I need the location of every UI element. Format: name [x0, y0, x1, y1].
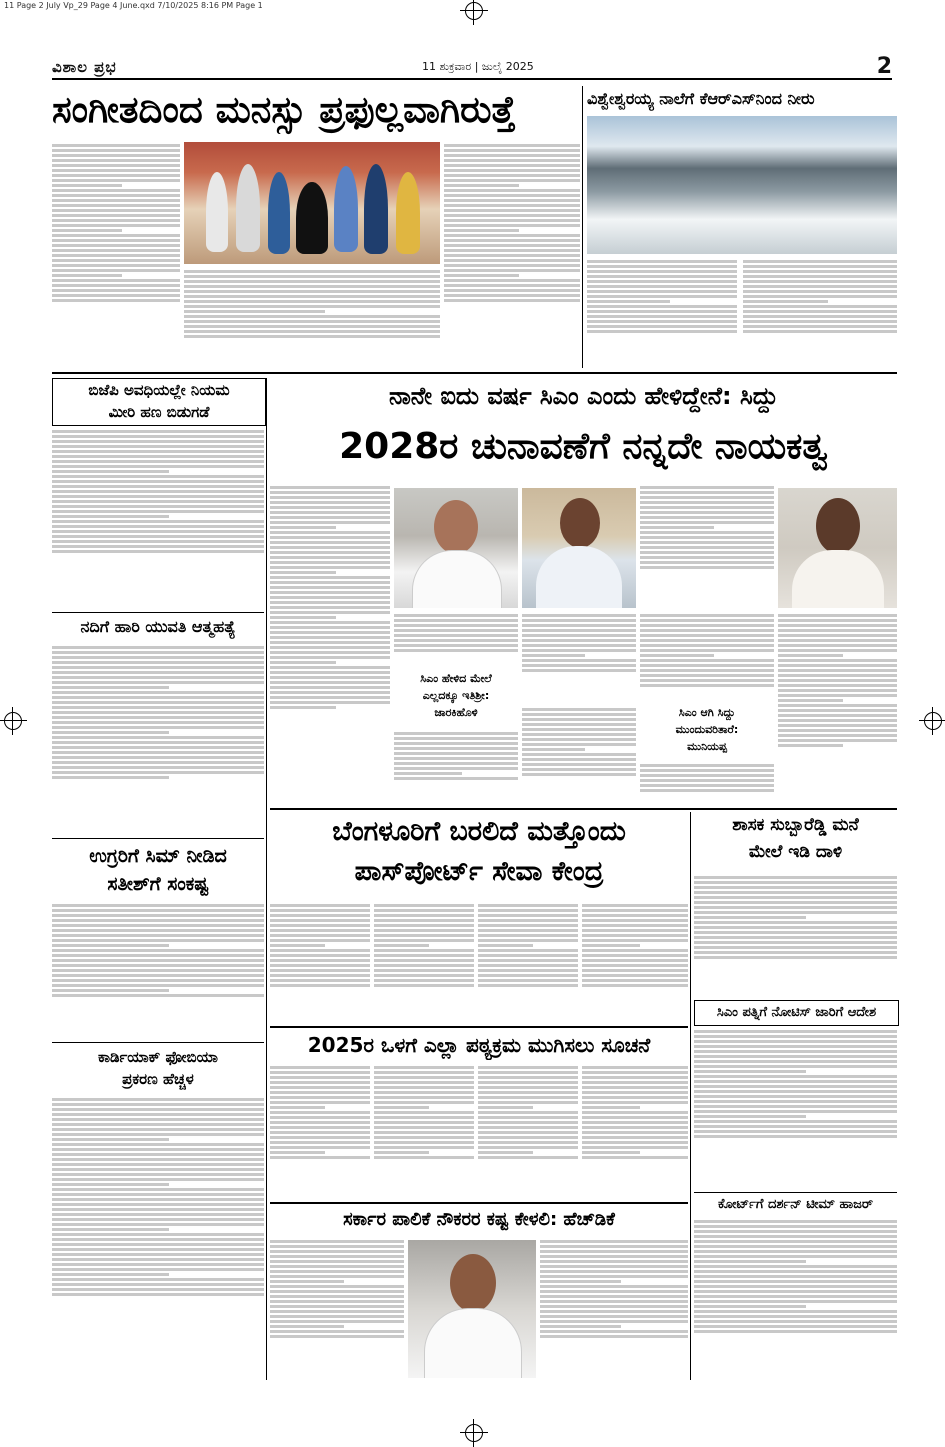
sim-headline-block — [52, 842, 264, 900]
jarkiholi-subhead — [394, 670, 518, 726]
satish-jarkiholi-photo — [522, 488, 636, 608]
siddu-body-col3b — [522, 706, 636, 804]
syllabus-headline: 2025ರ ಒಳಗೆ ಎಲ್ಲಾ ಪಠ್ಯಕ್ರಮ ಮುಗಿಸಲು ಸೂಚನೆ — [307, 1033, 651, 1057]
mla-body — [694, 874, 897, 996]
passport-headline-block — [270, 812, 688, 898]
sim-headline-line1: ಉಗ್ರರಿಗೆ ಸಿಮ್ ನೀಡಿದ — [89, 845, 227, 867]
dateline: 11 ಶುಕ್ರವಾರ | ಜುಲೈ 2025 — [422, 60, 534, 73]
crop-mark-icon — [4, 712, 22, 730]
passport-body-col2 — [374, 902, 474, 1022]
siddu-kicker: ನಾನೇ ಐದು ವರ್ಷ ಸಿಎಂ ಎಂದು ಹೇಳಿದ್ದೇನೆ: ಸಿದ್ದು — [388, 382, 779, 410]
music-body-col1 — [52, 142, 180, 367]
muniyappa-subhead-line1: ಸಿಎಂ ಆಗಿ ಸಿದ್ದು — [678, 706, 736, 719]
newspaper-logo: ವಿಶಾಲ ಪ್ರಭ — [52, 58, 117, 76]
cardiac-body — [52, 1096, 264, 1378]
siddu-headline: 2028ರ ಚುನಾವಣೆಗೆ ನನ್ನದೇ ನಾಯಕತ್ವ — [339, 426, 828, 467]
crop-mark-icon — [924, 712, 942, 730]
bjp-headline-box — [52, 378, 266, 426]
passport-headline-line2: ಪಾಸ್‌ಪೋರ್ಟ್ ಸೇವಾ ಕೇಂದ್ರ — [354, 856, 604, 887]
krs-headline: ವಿಶ್ವೇಶ್ವರಯ್ಯ ನಾಲೆಗೆ ಕೆಆರ್‌ಎಸ್‌ನಿಂದ ನೀರು — [587, 89, 815, 108]
muniyappa-photo — [778, 488, 897, 608]
cm-notice-body — [694, 1028, 897, 1188]
music-event-photo — [184, 142, 440, 264]
siddu-body-col4-top — [640, 484, 774, 604]
cardiac-headline-line1: ಕಾರ್ಡಿಯಾಕ್ ಫೋಬಿಯಾ — [98, 1048, 218, 1066]
music-body-col2 — [184, 268, 440, 367]
siddu-body-col2 — [394, 612, 518, 668]
crop-mark-icon — [465, 1424, 483, 1442]
krs-body-col1 — [587, 258, 737, 368]
passport-body-col1 — [270, 902, 370, 1022]
sim-body — [52, 902, 264, 1038]
river-body — [52, 644, 264, 834]
bjp-headline-line2: ಮೀರಿ ಹಣ ಬಿಡುಗಡೆ — [108, 403, 210, 421]
print-slug: 11 Page 2 July Vp_29 Page 4 June.qxd 7/10/2025 8:16 PM Page 1 — [4, 1, 263, 10]
music-headline: ಸಂಗೀತದಿಂದ ಮನಸ್ಸು ಪ್ರಫುಲ್ಲವಾಗಿರುತ್ತೆ — [52, 88, 516, 131]
cardiac-headline-line2: ಪ್ರಕರಣ ಹೆಚ್ಚಳ — [122, 1070, 194, 1088]
siddu-body-col1 — [270, 484, 390, 804]
cm-notice-headline-box — [694, 1000, 899, 1026]
siddu-body-col4b — [640, 762, 774, 804]
jarkiholi-subhead-line3: ಜಾರಕಿಹೊಳಿ — [434, 706, 478, 719]
passport-body-col4 — [582, 902, 688, 1022]
syllabus-body-col1 — [270, 1064, 370, 1198]
krs-dam-photo — [587, 116, 897, 254]
syllabus-body-col2 — [374, 1064, 474, 1198]
bjp-headline-line1: ಬಿಜೆಪಿ ಅವಧಿಯಲ್ಲೇ ನಿಯಮ — [88, 381, 230, 399]
sim-headline-line2: ಸತೀಶ್‌ಗೆ ಸಂಕಷ್ಟ — [107, 873, 209, 895]
passport-headline-line1: ಬೆಂಗಳೂರಿಗೆ ಬರಲಿದೆ ಮತ್ತೊಂದು — [332, 816, 626, 847]
darshan-headline: ಕೋರ್ಟ್‌ಗೆ ದರ್ಶನ್ ಟೀಮ್ ಹಾಜರ್ — [718, 1197, 873, 1212]
hdk-body-col2 — [540, 1238, 688, 1378]
river-headline: ನದಿಗೆ ಹಾರಿ ಯುವತಿ ಆತ್ಮಹತ್ಯೆ — [80, 617, 236, 636]
passport-body-col3 — [478, 902, 578, 1022]
page-number: 2 — [876, 54, 892, 79]
music-body-col3 — [444, 142, 580, 367]
siddu-body-col2b — [394, 730, 518, 804]
syllabus-body-col3 — [478, 1064, 578, 1198]
bjp-body — [52, 428, 264, 608]
siddaramaiah-photo — [394, 488, 518, 608]
muniyappa-subhead-line2: ಮುಂದುವರಿತಾರೆ: — [675, 723, 739, 736]
muniyappa-subhead — [640, 704, 774, 760]
siddu-body-col5 — [778, 612, 897, 804]
krs-body-col2 — [743, 258, 897, 368]
jarkiholi-subhead-line1: ಸಿಎಂ ಹೇಳಿದ ಮೇಲೆ — [420, 672, 492, 685]
hdk-headline: ಸರ್ಕಾರ ಪಾಲಿಕೆ ನೌಕರರ ಕಷ್ಟ ಕೇಳಲಿ: ಹೆಚ್‌ಡಿಕೆ — [343, 1209, 615, 1230]
darshan-body — [694, 1218, 897, 1380]
kumaraswamy-photo — [408, 1240, 536, 1378]
hdk-body-col1 — [270, 1238, 404, 1378]
crop-mark-icon — [465, 2, 483, 20]
syllabus-body-col4 — [582, 1064, 688, 1198]
jarkiholi-subhead-line2: ಎಲ್ಲದಕ್ಕೂ ಇತಿಶ್ರೀ: — [422, 689, 490, 702]
siddu-body-col3 — [522, 612, 636, 702]
cm-notice-headline: ಸಿಎಂ ಪತ್ನಿಗೆ ನೋಟಿಸ್ ಜಾರಿಗೆ ಆದೇಶ — [716, 1005, 877, 1020]
masthead — [52, 54, 892, 80]
muniyappa-subhead-line3: ಮುನಿಯಪ್ಪ — [687, 740, 727, 753]
cardiac-headline-block — [52, 1046, 264, 1094]
mla-headline-line2: ಮೇಲೆ ಇಡಿ ದಾಳಿ — [748, 842, 843, 862]
mla-headline-block — [694, 812, 897, 870]
mla-headline-line1: ಶಾಸಕ ಸುಬ್ಬಾರೆಡ್ಡಿ ಮನೆ — [732, 815, 859, 835]
